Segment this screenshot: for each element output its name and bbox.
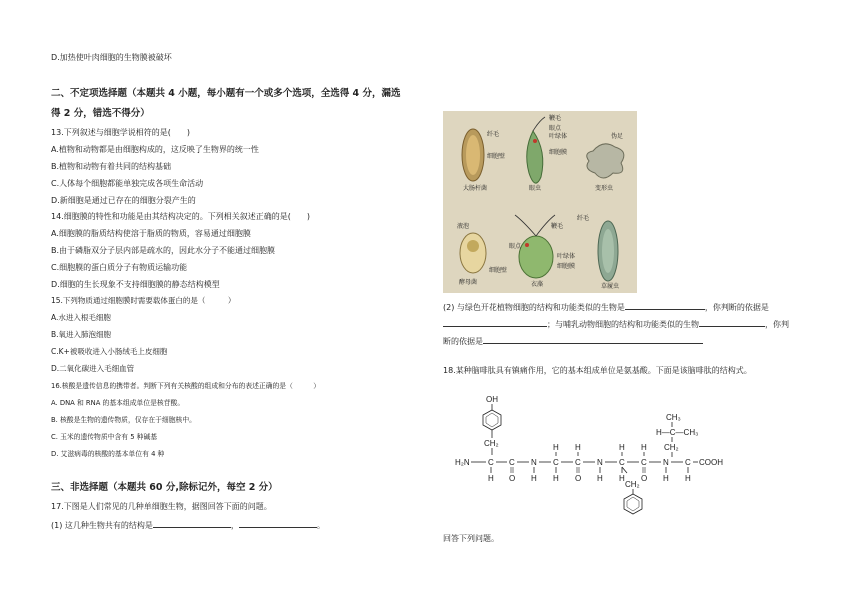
atom-n: N <box>663 458 669 467</box>
answer-blank[interactable] <box>239 519 317 528</box>
q15-option-d: D.二氧化碳进入毛细血管 <box>51 364 135 373</box>
answer-blank[interactable] <box>443 318 547 327</box>
atom-h: H <box>553 443 559 452</box>
figure-caption: 变形虫 <box>595 185 614 192</box>
ch2-label: CH₂ <box>664 443 679 452</box>
q17-part2-text: (2) 与绿色开花植物细胞的结构和功能类似的生物是 <box>443 303 625 312</box>
atom-o: O <box>575 474 582 483</box>
q17-part2-text: ，你判断的依据是 <box>704 303 769 312</box>
atom-c: C <box>488 458 494 467</box>
atom-c: C <box>509 458 515 467</box>
q15-stem: 15.下列物质通过细胞膜时需要载体蛋白的是（ ） <box>51 296 236 305</box>
ch2-label: CH₂ <box>484 439 499 448</box>
answer-blank[interactable] <box>699 318 765 327</box>
atom-c: C <box>641 458 647 467</box>
q16-option-b: B. 核酸是生物的遗传物质，仅存在于细胞核中。 <box>51 416 196 424</box>
q14-option-c: C.细胞膜的蛋白质分子有物质运输功能 <box>51 263 188 272</box>
q13-stem: 13.下列叙述与细胞学说相符的是( ) <box>51 128 190 137</box>
ch2-label: CH₂ <box>625 480 640 489</box>
separator: ， <box>230 521 239 530</box>
q17-part2-line1 <box>443 301 769 313</box>
q15-option-a: A.水进入根毛细胞 <box>51 313 111 322</box>
q14-option-b: B.由于磷脂双分子层内部是疏水的，因此水分子不能通过细胞膜 <box>51 246 276 255</box>
ch-ch3-label: H—C—CH₃ <box>656 428 699 437</box>
answer-blank[interactable] <box>483 335 703 344</box>
figure-label: 叶绿体 <box>557 253 576 260</box>
q13-option-c: C.人体每个细胞都能单独完成各项生命活动 <box>51 179 204 188</box>
section2-title: 二、不定项选择题（本题共 4 小题，每小题有一个或多个选项，全选得 4 分，漏选 <box>51 88 401 99</box>
figure-label: 眼点 <box>509 243 522 250</box>
enkephalin-structure <box>455 388 725 520</box>
q17-stem: 17.下图是人们常见的几种单细胞生物，据图回答下面的问题。 <box>51 502 272 511</box>
atom-h: H <box>663 474 669 483</box>
q13-option-b: B.植物和动物有着共同的结构基础 <box>51 162 172 171</box>
q17-part2-text: ，你判 <box>765 320 789 329</box>
atom-c: C <box>685 458 691 467</box>
q16-option-a: A. DNA 和 RNA 的基本组成单位是核苷酸。 <box>51 399 185 407</box>
atom-h: H <box>575 443 581 452</box>
atom-c: C <box>619 458 625 467</box>
q15-option-c: C.K+被吸收进入小肠绒毛上皮细胞 <box>51 347 168 356</box>
organisms-figure <box>443 111 637 293</box>
atom-h: H <box>619 474 625 483</box>
atom-h: H <box>553 474 559 483</box>
q17-part1 <box>51 519 325 531</box>
atom-o: O <box>641 474 648 483</box>
section2-title-cont: 得 2 分，错选不得分） <box>51 108 150 119</box>
q17-part2-text: ；与哺乳动物细胞的结构和功能类似的生物 <box>547 320 699 329</box>
q17-part1-text: (1) 这几种生物共有的结构是 <box>51 521 153 530</box>
figure-label: 鞭毛 <box>551 223 564 230</box>
q16-option-d: D. 艾滋病毒的核酸的基本单位有 4 种 <box>51 450 165 458</box>
amino-terminus: H₂N <box>455 458 470 467</box>
q12-option-d: D.加热使叶肉细胞的生物膜被破坏 <box>51 53 172 62</box>
q18-stem: 18.某种脑啡肽具有镇痛作用，它的基本组成单位是氨基酸。下面是该脑啡肽的结构式。 <box>443 366 752 375</box>
figure-label: 眼点 <box>549 125 562 132</box>
atom-h: H <box>619 443 625 452</box>
figure-label: 细胞壁 <box>487 153 506 160</box>
atom-o: O <box>509 474 516 483</box>
atom-h: H <box>641 443 647 452</box>
q13-option-d: D.新细胞是通过已存在的细胞分裂产生的 <box>51 196 196 205</box>
end-mark: 。 <box>316 521 325 530</box>
q14-option-d: D.细胞的生长现象不支持细胞膜的静态结构模型 <box>51 280 220 289</box>
figure-label: 纤毛 <box>577 215 590 222</box>
section3-title: 三、非选择题（本题共 60 分,除标记外，每空 2 分） <box>51 482 278 493</box>
atom-h: H <box>685 474 691 483</box>
atom-c: C <box>553 458 559 467</box>
q14-stem: 14.细胞膜的特性和功能是由其结构决定的。下列相关叙述正确的是( ) <box>51 212 310 221</box>
figure-label: 细胞膜 <box>549 149 568 156</box>
figure-label: 伪足 <box>611 133 624 140</box>
hydroxyl-label: OH <box>486 395 498 404</box>
q13-option-a: A.植物和动物都是由细胞构成的，这反映了生物界的统一性 <box>51 145 259 154</box>
figure-caption: 酵母菌 <box>459 279 478 286</box>
atom-h: H <box>531 474 537 483</box>
q17-part2-line2 <box>443 318 789 330</box>
figure-label: 细胞膜 <box>557 263 576 270</box>
q16-option-c: C. 玉米的遗传物质中含有 5 种碱基 <box>51 433 158 441</box>
atom-h: H <box>488 474 494 483</box>
figure-caption: 大肠杆菌 <box>463 185 488 192</box>
figure-label: 细胞壁 <box>489 267 508 274</box>
answer-blank[interactable] <box>153 519 231 528</box>
atom-h: H <box>597 474 603 483</box>
q17-part2-line3 <box>443 335 703 347</box>
ch3-label: CH₃ <box>666 413 681 422</box>
answer-prompt: 回答下列问题。 <box>443 534 499 543</box>
q17-part2-text: 断的依据是 <box>443 337 483 346</box>
q15-option-b: B.氧进入肺泡细胞 <box>51 330 112 339</box>
carboxyl-terminus: COOH <box>699 458 723 467</box>
figure-label: 液泡 <box>457 223 470 230</box>
figure-caption: 草履虫 <box>601 283 620 290</box>
atom-c: C <box>575 458 581 467</box>
figure-label: 纤毛 <box>487 131 500 138</box>
figure-caption: 衣藻 <box>531 281 544 288</box>
q16-stem: 16.核酸是遗传信息的携带者。判断下列有关核酸的组成和分布的表述正确的是（ ） <box>51 382 321 390</box>
figure-label: 鞭毛 <box>549 115 562 122</box>
atom-n: N <box>597 458 603 467</box>
figure-caption: 眼虫 <box>529 185 542 192</box>
q14-option-a: A.细胞膜的脂质结构使溶于脂质的物质，容易通过细胞膜 <box>51 229 251 238</box>
figure-label: 叶绿体 <box>549 133 568 140</box>
atom-n: N <box>531 458 537 467</box>
organisms-illustration <box>443 111 637 293</box>
answer-blank[interactable] <box>625 301 705 310</box>
